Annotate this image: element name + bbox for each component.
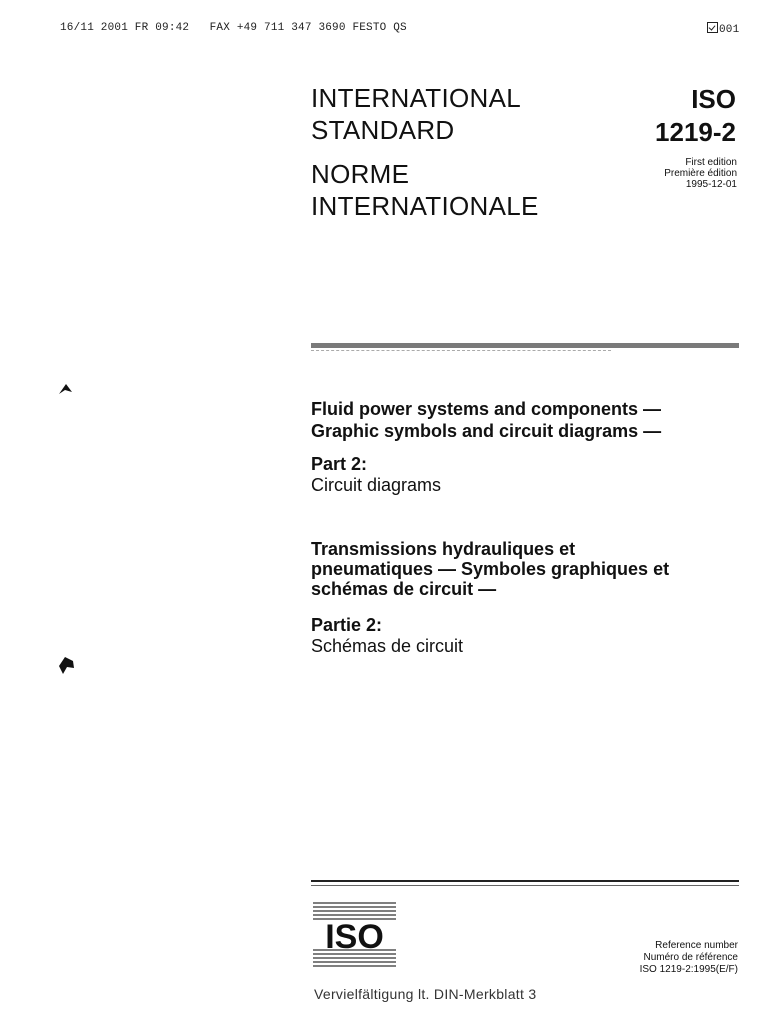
title-en-line1: Fluid power systems and components — <box>311 399 662 419</box>
title-english <box>311 398 661 442</box>
title-fr-line3: schémas de circuit — <box>311 579 497 599</box>
top-rule-dash <box>311 350 611 352</box>
part-label-fr: Partie 2: <box>311 615 383 635</box>
heading-line1: INTERNATIONAL <box>311 83 521 113</box>
title-fr-line1: Transmissions hydrauliques et <box>311 539 576 559</box>
reference-line2: Numéro de référence <box>643 952 738 963</box>
edition-fr: Première édition <box>664 168 737 179</box>
heading-line4: INTERNATIONALE <box>311 191 539 221</box>
part-title-en: Circuit diagrams <box>311 475 442 495</box>
iso-logo-text: ISO <box>325 918 384 956</box>
scan-speck-1 <box>56 380 76 400</box>
bottom-rule <box>311 880 739 882</box>
part-label-en: Part 2: <box>311 454 368 474</box>
standard-prefix: ISO <box>691 84 736 114</box>
reference-line3: ISO 1219-2:1995(E/F) <box>639 964 738 975</box>
scan-speck-2 <box>55 654 79 678</box>
edition-date: 1995-12-01 <box>685 179 737 190</box>
edition-en: First edition <box>685 157 737 168</box>
reference-block <box>640 940 738 976</box>
heading-line3: NORME <box>311 159 410 189</box>
title-fr-line2: pneumatiques — Symboles graphiques et <box>311 559 670 579</box>
bottom-rule-thin <box>311 885 739 886</box>
checkbox-icon <box>707 22 718 33</box>
top-rule <box>311 343 739 348</box>
heading-line2: STANDARD <box>311 115 455 145</box>
fax-page-indicator <box>707 22 739 36</box>
edition-block <box>664 157 737 190</box>
standard-designation <box>655 83 736 149</box>
footer-stamp: Vervielfältigung lt. DIN-Merkblatt 3 <box>314 986 537 1002</box>
title-french <box>311 539 741 599</box>
reference-line1: Reference number <box>655 940 738 951</box>
title-en-line2: Graphic symbols and circuit diagrams — <box>311 421 662 441</box>
fax-page-number: 001 <box>719 24 740 36</box>
fax-header-left: 16/11 2001 FR 09:42 FAX +49 711 347 3690 FESTO QS <box>60 22 407 34</box>
standard-number: 1219-2 <box>655 117 736 147</box>
part-title-fr: Schémas de circuit <box>311 636 464 656</box>
iso-logo <box>311 900 398 968</box>
